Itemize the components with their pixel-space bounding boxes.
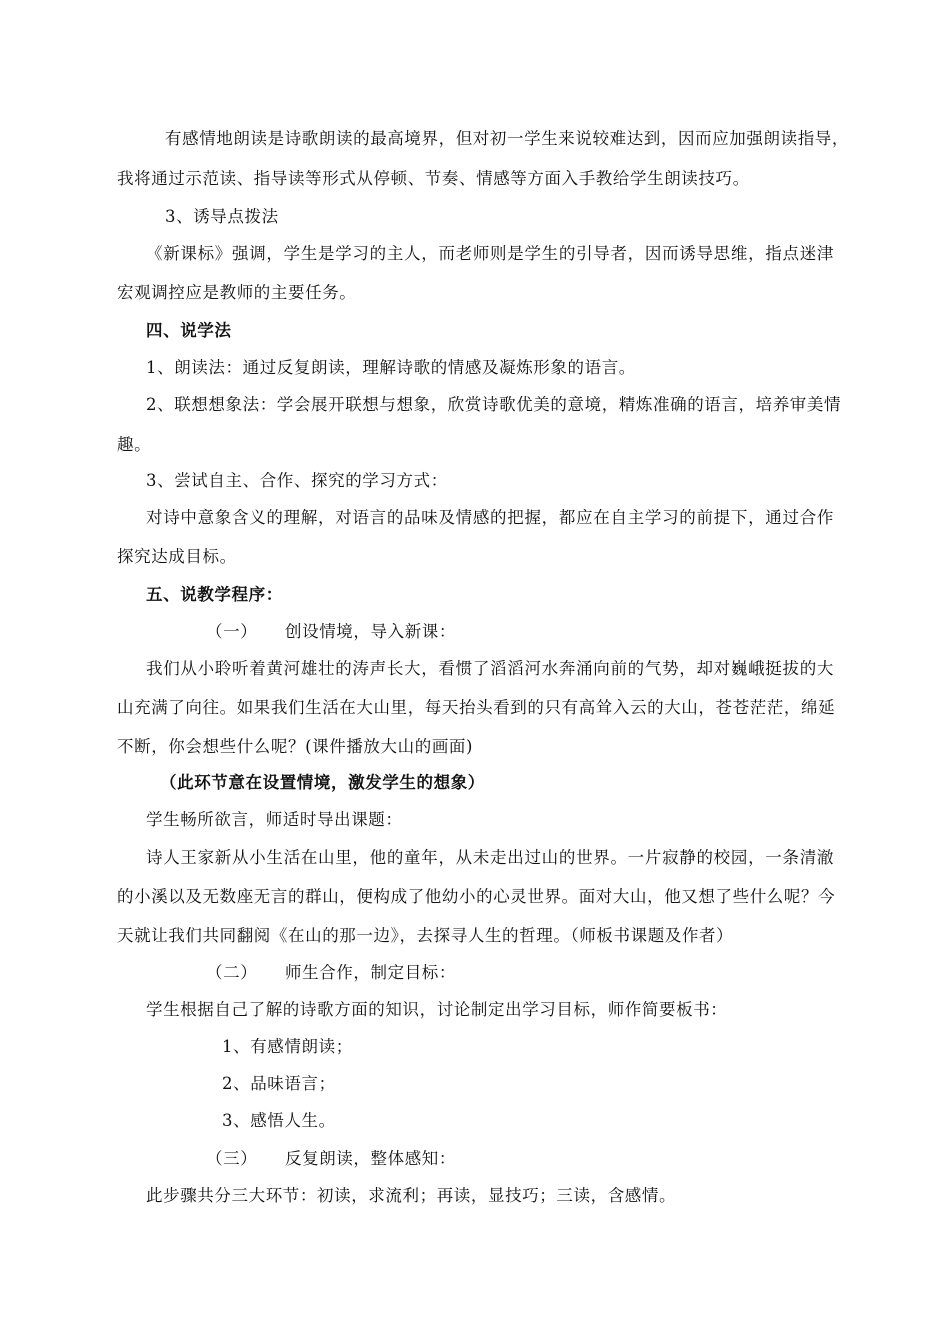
paragraph-line: 我将通过示范读、指导读等形式从停顿、节奏、情感等方面入手教给学生朗读技巧。: [117, 169, 750, 188]
list-item: 1、朗读法：通过反复朗读，理解诗歌的情感及凝炼形象的语言。: [146, 358, 636, 377]
section-heading: 五、说教学程序：: [146, 585, 283, 604]
step-title: 创设情境，导入新课：: [285, 622, 456, 641]
paragraph-line: 天就让我们共同翻阅《在山的那一边》，去探寻人生的哲理。（师板书课题及作者）: [117, 926, 734, 945]
list-item: 3、尝试自主、合作、探究的学习方式：: [146, 471, 448, 490]
note: （此环节意在设置情境，激发学生的想象）: [160, 773, 485, 792]
paragraph-line: 宏观调控应是教师的主要任务。: [117, 283, 357, 302]
goal-item: 1、有感情朗读；: [222, 1037, 353, 1056]
paragraph-line: 山充满了向往。如果我们生活在大山里，每天抬头看到的只有高耸入云的大山，苍苍茫茫，绵延: [117, 698, 836, 717]
goal-item: 2、品味语言；: [222, 1074, 336, 1093]
paragraph-line: 《新课标》强调，学生是学习的主人，而老师则是学生的引导者，因而诱导思维，指点迷津: [146, 244, 834, 263]
paragraph-line: 的小溪以及无数座无言的群山，便构成了他幼小的心灵世界。面对大山，他又想了些什么呢？今: [117, 887, 836, 906]
paragraph-line: 不断，你会想些什么呢？(课件播放大山的画面): [117, 737, 474, 756]
paragraph-line: 对诗中意象含义的理解，对语言的品味及情感的把握，都应在自主学习的前提下，通过合作: [146, 508, 834, 527]
step-number: （一）: [206, 622, 258, 641]
list-item-heading: 3、诱导点拨法: [165, 207, 279, 226]
paragraph-line: 学生畅所欲言，师适时导出课题：: [146, 810, 403, 829]
step-number: （二）: [206, 963, 258, 982]
section-heading: 四、说学法: [146, 321, 232, 340]
step-number: （三）: [206, 1149, 258, 1168]
list-item: 2、联想想象法：学会展开联想与想象，欣赏诗歌优美的意境，精炼准确的语言，培养审美情: [146, 395, 842, 414]
paragraph-line: 探究达成目标。: [117, 547, 237, 566]
paragraph-line: 学生根据自己了解的诗歌方面的知识，讨论制定出学习目标，师作简要板书：: [146, 1000, 728, 1019]
paragraph-line: 诗人王家新从小生活在山里，他的童年，从未走出过山的世界。一片寂静的校园，一条清澈: [146, 848, 834, 867]
step-title: 师生合作，制定目标：: [285, 963, 456, 982]
list-item: 趣。: [117, 435, 152, 454]
paragraph-line: 此步骤共分三大环节：初读，求流利；再读，显技巧；三读，含感情。: [146, 1186, 677, 1205]
step-title: 反复朗读，整体感知：: [285, 1149, 456, 1168]
paragraph-line: 我们从小聆听着黄河雄壮的涛声长大，看惯了滔滔河水奔涌向前的气势，却对巍峨挺拔的大: [146, 659, 834, 678]
paragraph-line: 有感情地朗读是诗歌朗读的最高境界，但对初一学生来说较难达到，因而应加强朗读指导，: [165, 129, 849, 148]
goal-item: 3、感悟人生。: [222, 1111, 336, 1130]
